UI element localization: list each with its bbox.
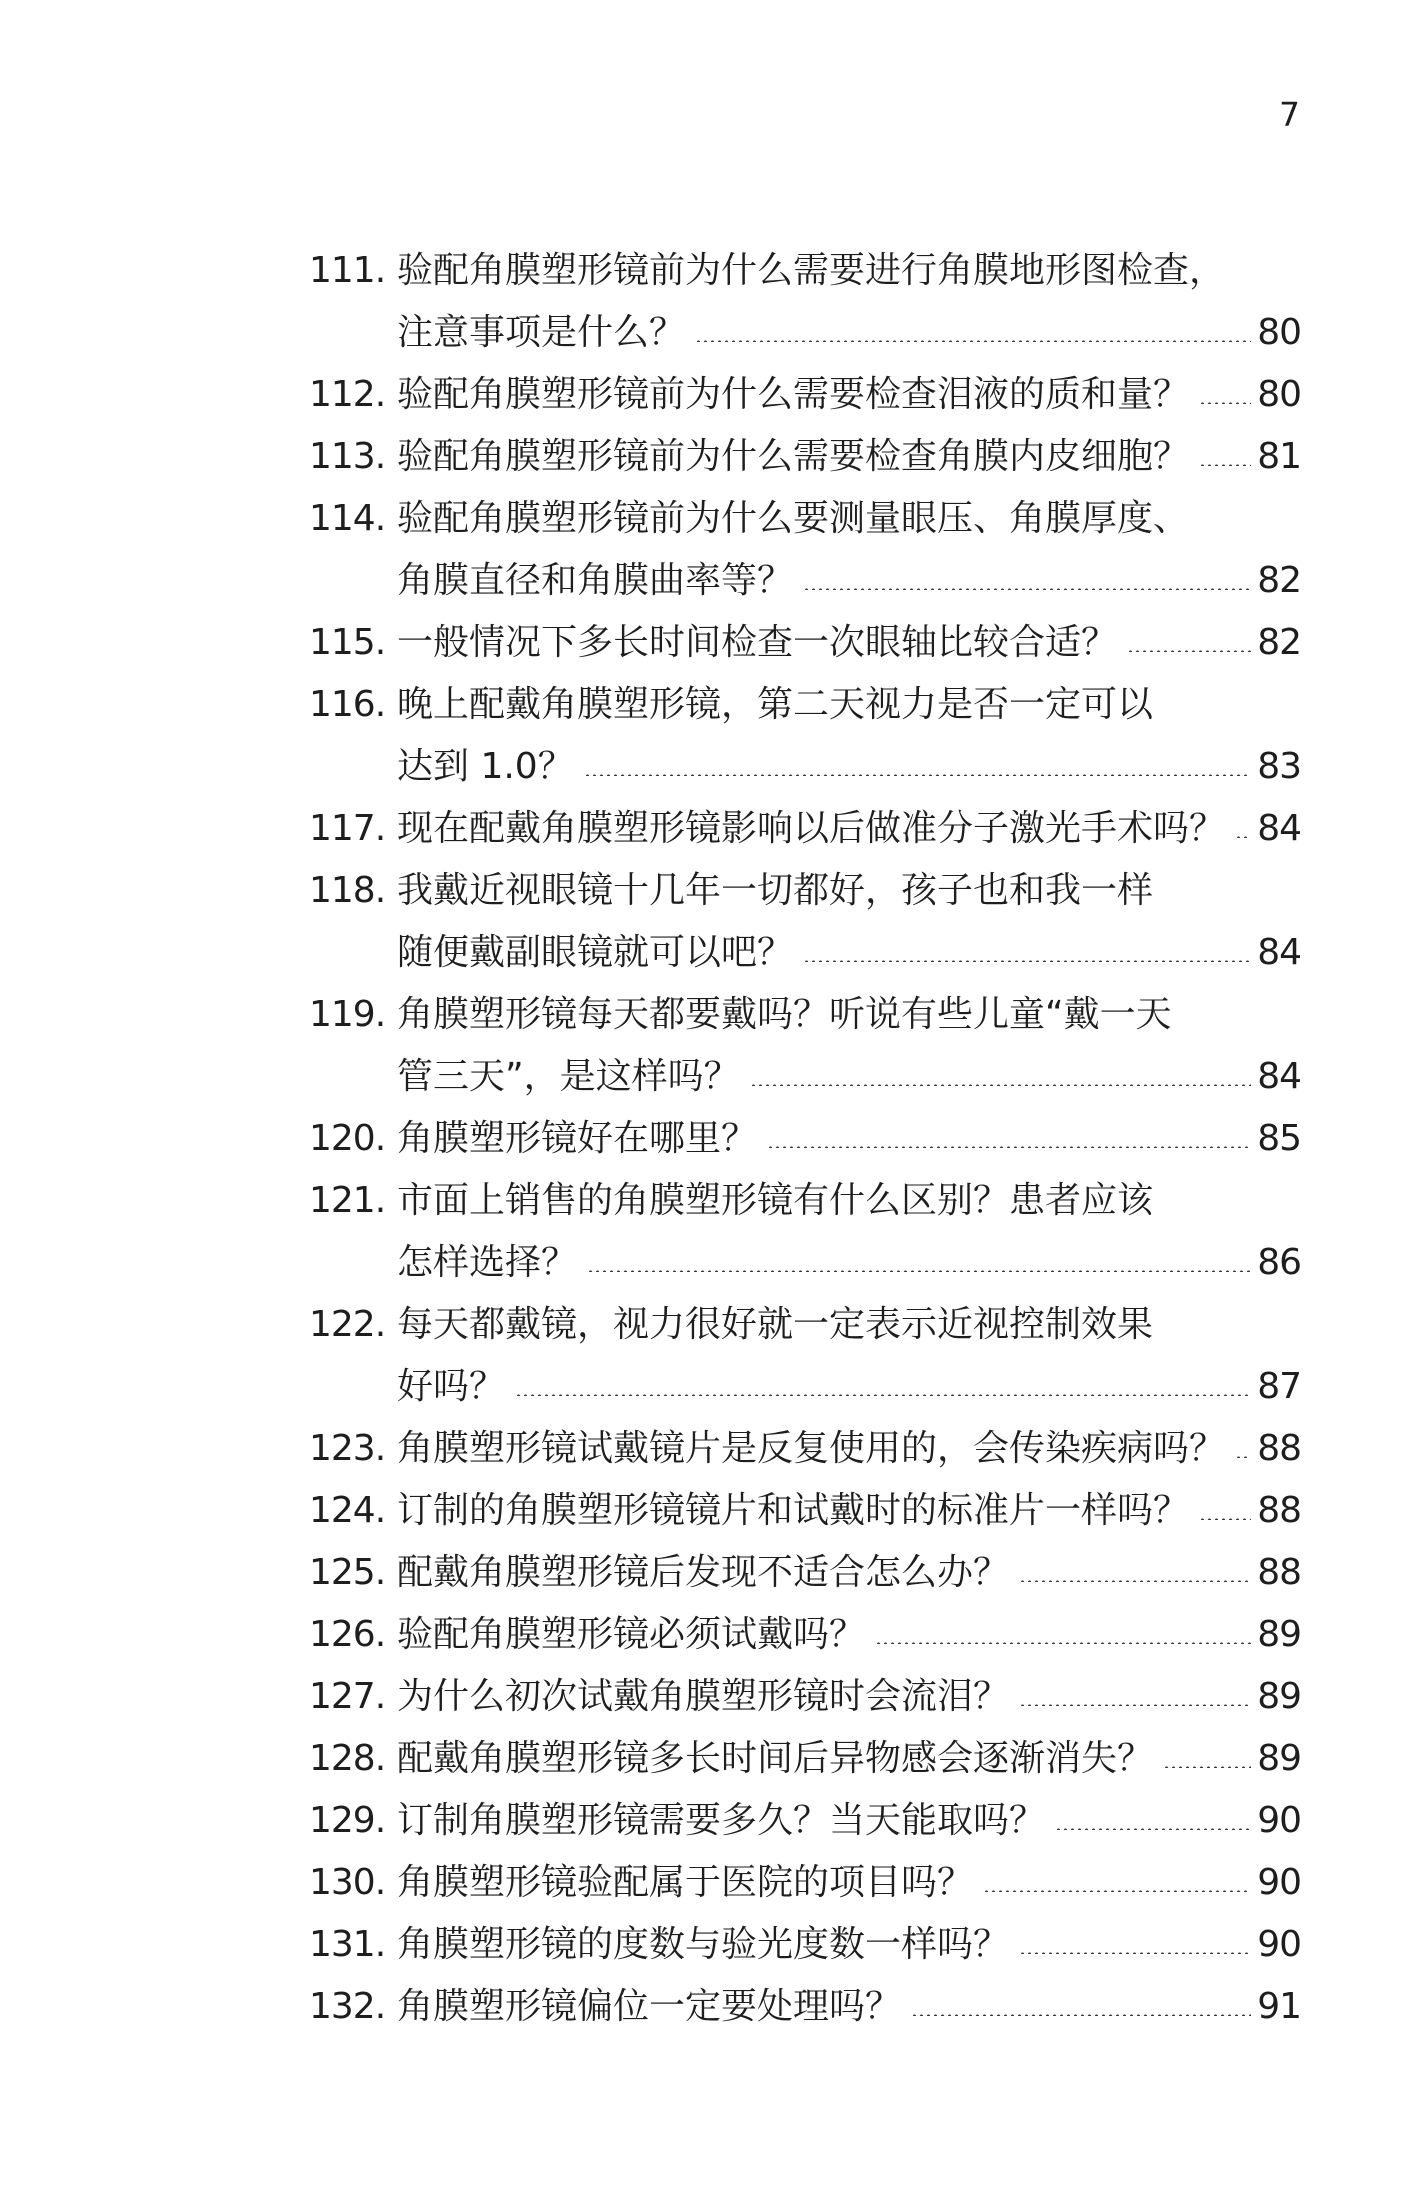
dot-leader: [803, 960, 1251, 962]
entry-title: 配戴角膜塑形镜后发现不适合怎么办？: [397, 1552, 1010, 1593]
entry-title: 角膜塑形镜每天都要戴吗？听说有些儿童“戴一天: [397, 994, 1172, 1035]
entry-title: 验配角膜塑形镜必须试戴吗？: [397, 1614, 866, 1655]
dot-leader: [1163, 1766, 1251, 1768]
entry-page-number: 81: [1257, 436, 1301, 477]
entry-title: 角膜直径和角膜曲率等？: [397, 560, 794, 601]
dot-leader: [1235, 1456, 1251, 1458]
entry-page-number: 89: [1257, 1614, 1301, 1655]
entry-number: 130.: [309, 1862, 386, 1903]
entry-title: 好吗？: [397, 1366, 506, 1407]
entry-number: 129.: [309, 1800, 386, 1841]
toc-entry[interactable]: [309, 1170, 1301, 1294]
dot-leader: [695, 340, 1251, 342]
dot-leader: [1199, 402, 1251, 404]
entry-page-number: 86: [1257, 1242, 1301, 1283]
toc-entry[interactable]: [309, 1604, 1301, 1666]
toc-entry-line: [309, 1914, 1301, 1976]
toc-entry-line: [309, 922, 1301, 984]
entry-page-number: 88: [1257, 1428, 1301, 1469]
entry-page-number: 89: [1257, 1738, 1301, 1779]
entry-page-number: 90: [1257, 1800, 1301, 1841]
toc-entry[interactable]: [309, 612, 1301, 674]
toc-entry[interactable]: [309, 674, 1301, 798]
entry-title: 角膜塑形镜试戴镜片是反复使用的，会传染疾病吗？: [397, 1428, 1226, 1469]
toc-entry[interactable]: [309, 488, 1301, 612]
entry-page-number: 88: [1257, 1490, 1301, 1531]
toc-entry-line: [309, 1728, 1301, 1790]
entry-page-number: 82: [1257, 560, 1301, 601]
entry-title: 晚上配戴角膜塑形镜，第二天视力是否一定可以: [397, 684, 1154, 725]
entry-title: 我戴近视眼镜十几年一切都好，孩子也和我一样: [397, 870, 1154, 911]
toc-entry-line: [309, 674, 1301, 736]
toc-entry-line: [309, 860, 1301, 922]
toc-entry-line: [309, 1604, 1301, 1666]
toc-entry[interactable]: [309, 364, 1301, 426]
entry-page-number: 88: [1257, 1552, 1301, 1593]
entry-page-number: 84: [1257, 932, 1301, 973]
entry-number: 113.: [309, 436, 386, 477]
entry-number: 122.: [309, 1304, 386, 1345]
dot-leader: [803, 588, 1251, 590]
entry-title: 验配角膜塑形镜前为什么要测量眼压、角膜厚度、: [397, 498, 1190, 539]
entry-page-number: 90: [1257, 1924, 1301, 1965]
toc-entry-line: [309, 550, 1301, 612]
toc-entry-line: [309, 1108, 1301, 1170]
toc-entry[interactable]: [309, 1852, 1301, 1914]
entry-page-number: 83: [1257, 746, 1301, 787]
toc-entry-line: [309, 488, 1301, 550]
entry-title: 订制的角膜塑形镜镜片和试戴时的标准片一样吗？: [397, 1490, 1190, 1531]
entry-title: 随便戴副眼镜就可以吧？: [397, 932, 794, 973]
toc-entry-line: [309, 1170, 1301, 1232]
toc-entry-line: [309, 364, 1301, 426]
entry-page-number: 85: [1257, 1118, 1301, 1159]
dot-leader: [875, 1642, 1251, 1644]
entry-number: 123.: [309, 1428, 386, 1469]
entry-number: 128.: [309, 1738, 386, 1779]
entry-number: 117.: [309, 808, 386, 849]
toc-entry-line: [309, 1480, 1301, 1542]
toc-entry[interactable]: [309, 798, 1301, 860]
toc-entry[interactable]: [309, 1914, 1301, 1976]
toc-entry-line: [309, 1356, 1301, 1418]
toc-entry-line: [309, 1790, 1301, 1852]
toc-entry-line: [309, 1232, 1301, 1294]
entry-number: 132.: [309, 1986, 386, 2027]
entry-number: 127.: [309, 1676, 386, 1717]
toc-entry-line: [309, 240, 1301, 302]
toc-entry[interactable]: [309, 426, 1301, 488]
page-number: 7: [1279, 95, 1300, 134]
entry-number: 118.: [309, 870, 386, 911]
toc-entry-line: [309, 1418, 1301, 1480]
entry-number: 125.: [309, 1552, 386, 1593]
entry-number: 115.: [309, 622, 386, 663]
entry-number: 116.: [309, 684, 386, 725]
entry-page-number: 80: [1257, 374, 1301, 415]
entry-number: 111.: [309, 250, 386, 291]
dot-leader: [1199, 464, 1251, 466]
dot-leader: [1055, 1828, 1251, 1830]
dot-leader: [515, 1394, 1251, 1396]
entry-title: 角膜塑形镜的度数与验光度数一样吗？: [397, 1924, 1010, 1965]
dot-leader: [767, 1146, 1251, 1148]
dot-leader: [1019, 1952, 1251, 1954]
dot-leader: [1127, 650, 1251, 652]
entry-page-number: 87: [1257, 1366, 1301, 1407]
toc-entry-line: [309, 736, 1301, 798]
toc-entry-line: [309, 302, 1301, 364]
toc-entry[interactable]: [309, 860, 1301, 984]
toc-entry-line: [309, 1294, 1301, 1356]
dot-leader: [911, 2014, 1251, 2016]
entry-number: 114.: [309, 498, 386, 539]
entry-title: 达到 1.0？: [397, 746, 574, 787]
dot-leader: [1019, 1580, 1251, 1582]
toc-entry-line: [309, 1666, 1301, 1728]
entry-number: 121.: [309, 1180, 386, 1221]
entry-title: 角膜塑形镜好在哪里？: [397, 1118, 758, 1159]
toc-entry[interactable]: [309, 1542, 1301, 1604]
toc-entry-line: [309, 984, 1301, 1046]
entry-title: 每天都戴镜，视力很好就一定表示近视控制效果: [397, 1304, 1154, 1345]
entry-title: 市面上销售的角膜塑形镜有什么区别？患者应该: [397, 1180, 1154, 1221]
entry-title: 验配角膜塑形镜前为什么需要进行角膜地形图检查，: [397, 250, 1226, 291]
entry-page-number: 82: [1257, 622, 1301, 663]
entry-title: 配戴角膜塑形镜多长时间后异物感会逐渐消失？: [397, 1738, 1154, 1779]
dot-leader: [750, 1084, 1252, 1086]
entry-page-number: 89: [1257, 1676, 1301, 1717]
toc-entry[interactable]: [309, 240, 1301, 364]
entry-number: 124.: [309, 1490, 386, 1531]
toc-entry-line: [309, 612, 1301, 674]
entry-number: 131.: [309, 1924, 386, 1965]
dot-leader: [587, 1270, 1251, 1272]
toc-entry[interactable]: [309, 1480, 1301, 1542]
toc-entry[interactable]: [309, 984, 1301, 1108]
toc-entry[interactable]: [309, 1294, 1301, 1418]
entry-title: 验配角膜塑形镜前为什么需要检查泪液的质和量？: [397, 374, 1190, 415]
entry-page-number: 84: [1257, 808, 1301, 849]
toc-entry[interactable]: [309, 1418, 1301, 1480]
dot-leader: [983, 1890, 1251, 1892]
entry-number: 120.: [309, 1118, 386, 1159]
table-of-contents: [309, 240, 1301, 2038]
dot-leader: [1199, 1518, 1251, 1520]
toc-entry[interactable]: [309, 1728, 1301, 1790]
entry-title: 角膜塑形镜偏位一定要处理吗？: [397, 1986, 902, 2027]
dot-leader: [1235, 836, 1251, 838]
toc-entry-line: [309, 426, 1301, 488]
entry-page-number: 90: [1257, 1862, 1301, 1903]
toc-entry-line: [309, 1976, 1301, 2038]
entry-title: 现在配戴角膜塑形镜影响以后做准分子激光手术吗？: [397, 808, 1226, 849]
entry-page-number: 80: [1257, 312, 1301, 353]
entry-title: 验配角膜塑形镜前为什么需要检查角膜内皮细胞？: [397, 436, 1190, 477]
entry-title: 角膜塑形镜验配属于医院的项目吗？: [397, 1862, 974, 1903]
entry-title: 为什么初次试戴角膜塑形镜时会流泪？: [397, 1676, 1010, 1717]
entry-title: 一般情况下多长时间检查一次眼轴比较合适？: [397, 622, 1118, 663]
toc-entry[interactable]: [309, 1790, 1301, 1852]
entry-page-number: 84: [1257, 1056, 1301, 1097]
toc-entry-line: [309, 798, 1301, 860]
toc-entry-line: [309, 1852, 1301, 1914]
toc-entry-line: [309, 1542, 1301, 1604]
entry-page-number: 91: [1257, 1986, 1301, 2027]
entry-number: 126.: [309, 1614, 386, 1655]
entry-number: 112.: [309, 374, 386, 415]
dot-leader: [1019, 1704, 1251, 1706]
entry-title: 订制角膜塑形镜需要多久？当天能取吗？: [397, 1800, 1046, 1841]
toc-entry[interactable]: [309, 1666, 1301, 1728]
toc-entry-line: [309, 1046, 1301, 1108]
entry-title: 注意事项是什么？: [397, 312, 686, 353]
entry-number: 119.: [309, 994, 386, 1035]
entry-title: 怎样选择？: [397, 1242, 578, 1283]
toc-entry[interactable]: [309, 1108, 1301, 1170]
entry-title: 管三天”，是这样吗？: [397, 1056, 740, 1097]
toc-entry[interactable]: [309, 1976, 1301, 2038]
dot-leader: [584, 774, 1251, 776]
